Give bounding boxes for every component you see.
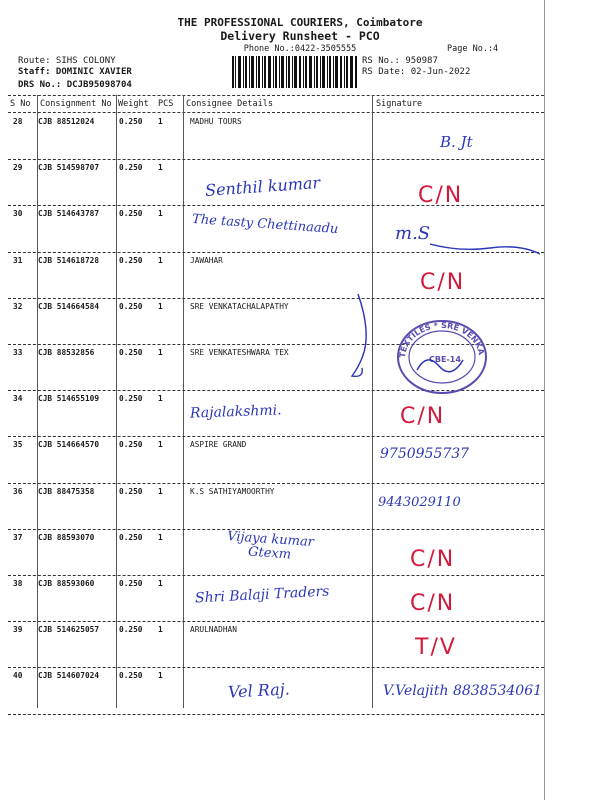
signature-mark: m.S [395, 223, 431, 245]
company-title: THE PROFESSIONAL COURIERS, Coimbatore [177, 16, 423, 29]
row-consignee: MADHU TOURS [190, 117, 242, 126]
row-sno: 29 [13, 163, 23, 173]
col-header-weight: Weight [118, 99, 149, 109]
row-sno: 38 [13, 579, 23, 588]
row-sno: 28 [13, 117, 23, 126]
row-divider [8, 529, 544, 530]
phone-number: Phone No.:0422-3505555 [243, 44, 357, 54]
row-sno: 32 [13, 301, 23, 311]
row-pcs: 1 [158, 625, 163, 635]
row-sno: 39 [13, 625, 23, 635]
row-weight: 0.250 [119, 486, 143, 496]
signature-mark: C/N [400, 404, 446, 430]
route-label: Route: SIHS COLONY [18, 56, 116, 66]
row-sno: 30 [13, 209, 23, 219]
row-consignment-no: CJB 514655109 [38, 394, 100, 404]
row-pcs: 1 [158, 671, 163, 681]
signature-mark: C/N [410, 591, 456, 616]
stamp-code: CBE-14 [429, 355, 461, 364]
row-divider [8, 483, 544, 484]
rs-number: RS No.: 950987 [362, 56, 438, 66]
row-pcs: 1 [158, 348, 163, 357]
col-header-consignment: Consignment No [40, 99, 112, 109]
row-divider [8, 575, 544, 576]
row-pcs: 1 [158, 579, 163, 588]
table-header-rule [8, 112, 544, 113]
row-consignment-no: CJB 514598707 [38, 163, 100, 173]
handwritten-consignee: Vijaya kumar Gtexm [226, 528, 315, 563]
table-row [0, 528, 600, 573]
col-header-pcs: PCS [158, 99, 174, 109]
signature-mark: C/N [410, 546, 456, 572]
signature-mark: V.Velajith 8838534061 [383, 683, 543, 700]
row-sno: 33 [13, 348, 23, 357]
table-row [0, 163, 600, 209]
row-weight: 0.250 [119, 301, 143, 311]
row-consignment-no: CJB 514618728 [38, 255, 100, 265]
row-consignee: K.S SATHIYAMOORTHY [190, 486, 275, 496]
table-row [0, 348, 600, 388]
signature-mark: T/V [415, 635, 457, 661]
row-pcs: 1 [158, 255, 163, 265]
row-consignee: SRE VENKATACHALAPATHY [190, 301, 289, 311]
row-divider [8, 621, 544, 622]
row-weight: 0.250 [119, 625, 143, 635]
row-consignment-no: CJB 514664584 [38, 301, 100, 311]
row-consignment-no: CJB 88475358 [38, 486, 95, 496]
row-weight: 0.250 [119, 348, 143, 357]
table-top-rule [8, 95, 544, 96]
row-divider [8, 667, 544, 668]
runsheet-subtitle: Delivery Runsheet - PCO [220, 29, 380, 43]
row-divider [8, 159, 544, 160]
barcode [232, 56, 358, 88]
row-sno: 36 [13, 486, 23, 496]
rs-date: RS Date: 02-Jun-2022 [362, 67, 471, 77]
page-number: Page No.:4 [447, 44, 499, 54]
handwritten-consignee: The tasty Chettinaadu [191, 212, 339, 238]
row-weight: 0.250 [119, 532, 143, 542]
row-divider [8, 436, 544, 437]
row-pcs: 1 [158, 301, 163, 311]
col-header-consignee: Consignee Details [186, 99, 273, 109]
table-row [0, 487, 600, 527]
row-weight: 0.250 [119, 209, 143, 219]
handwritten-consignee: Rajalakshmi. [189, 402, 282, 422]
row-weight: 0.250 [119, 163, 143, 173]
signature-tail-line [430, 236, 540, 256]
row-weight: 0.250 [119, 579, 143, 588]
row-pcs: 1 [158, 163, 163, 173]
row-weight: 0.250 [119, 117, 143, 126]
handwritten-consignee: Shri Balaji Traders [194, 583, 330, 607]
row-weight: 0.250 [119, 671, 143, 681]
row-sno: 35 [13, 440, 23, 450]
table-row [0, 625, 600, 665]
table-row [0, 256, 600, 296]
row-weight: 0.250 [119, 255, 143, 265]
row-pcs: 1 [158, 209, 163, 219]
row-consignment-no: CJB 88532856 [38, 348, 95, 357]
signature-mark: 9750955737 [380, 446, 470, 463]
row-consignment-no: CJB 88593060 [38, 579, 95, 588]
signature-mark: C/N [418, 183, 464, 209]
col-header-sno: S No [10, 99, 31, 109]
row-divider [8, 714, 544, 715]
handwritten-consignee: Senthil kumar [204, 173, 321, 201]
svg-text:TEXTILES * SRE VENKA [398, 321, 486, 358]
row-consignment-no: CJB 514643787 [38, 209, 100, 219]
signature-scribble [330, 290, 390, 390]
table-row [0, 394, 600, 434]
row-consignment-no: CJB 514664570 [38, 440, 100, 450]
table-row [0, 671, 600, 711]
row-consignee: SRE VENKATESHWARA TEX [190, 348, 289, 357]
row-consignee: ARULNADHAN [190, 625, 237, 635]
table-row [0, 579, 600, 619]
row-consignment-no: CJB 88512024 [38, 117, 95, 126]
signature-mark: C/N [420, 269, 466, 295]
row-consignment-no: CJB 514607024 [38, 671, 100, 681]
signature-mark: B. Jt [440, 133, 473, 151]
table-row [0, 117, 600, 157]
row-pcs: 1 [158, 532, 163, 542]
row-sno: 31 [13, 255, 23, 265]
signature-mark: 9443029110 [378, 494, 461, 510]
stamp-text: TEXTILES * SRE VENKA [397, 320, 486, 359]
row-pcs: 1 [158, 394, 163, 404]
row-sno: 40 [13, 671, 23, 681]
table-row [0, 302, 600, 342]
drs-number: DRS No.: DCJB95098704 [18, 80, 132, 90]
row-weight: 0.250 [119, 440, 143, 450]
row-pcs: 1 [158, 440, 163, 450]
row-divider [8, 205, 544, 206]
row-consignee: ASPIRE GRAND [190, 440, 247, 450]
row-pcs: 1 [158, 486, 163, 496]
row-divider [8, 298, 544, 299]
handwritten-consignee: Vel Raj. [227, 679, 291, 702]
row-consignment-no: CJB 514625057 [38, 625, 100, 635]
table-row [0, 440, 600, 480]
row-pcs: 1 [158, 117, 163, 126]
row-sno: 37 [13, 532, 23, 542]
row-sno: 34 [13, 394, 23, 404]
row-consignee: JAWAHAR [190, 255, 223, 265]
row-consignment-no: CJB 88593070 [38, 532, 95, 542]
staff-label: Staff: DOMINIC XAVIER [18, 67, 132, 77]
company-stamp [395, 318, 489, 396]
col-header-signature: Signature [376, 99, 423, 109]
row-weight: 0.250 [119, 394, 143, 404]
